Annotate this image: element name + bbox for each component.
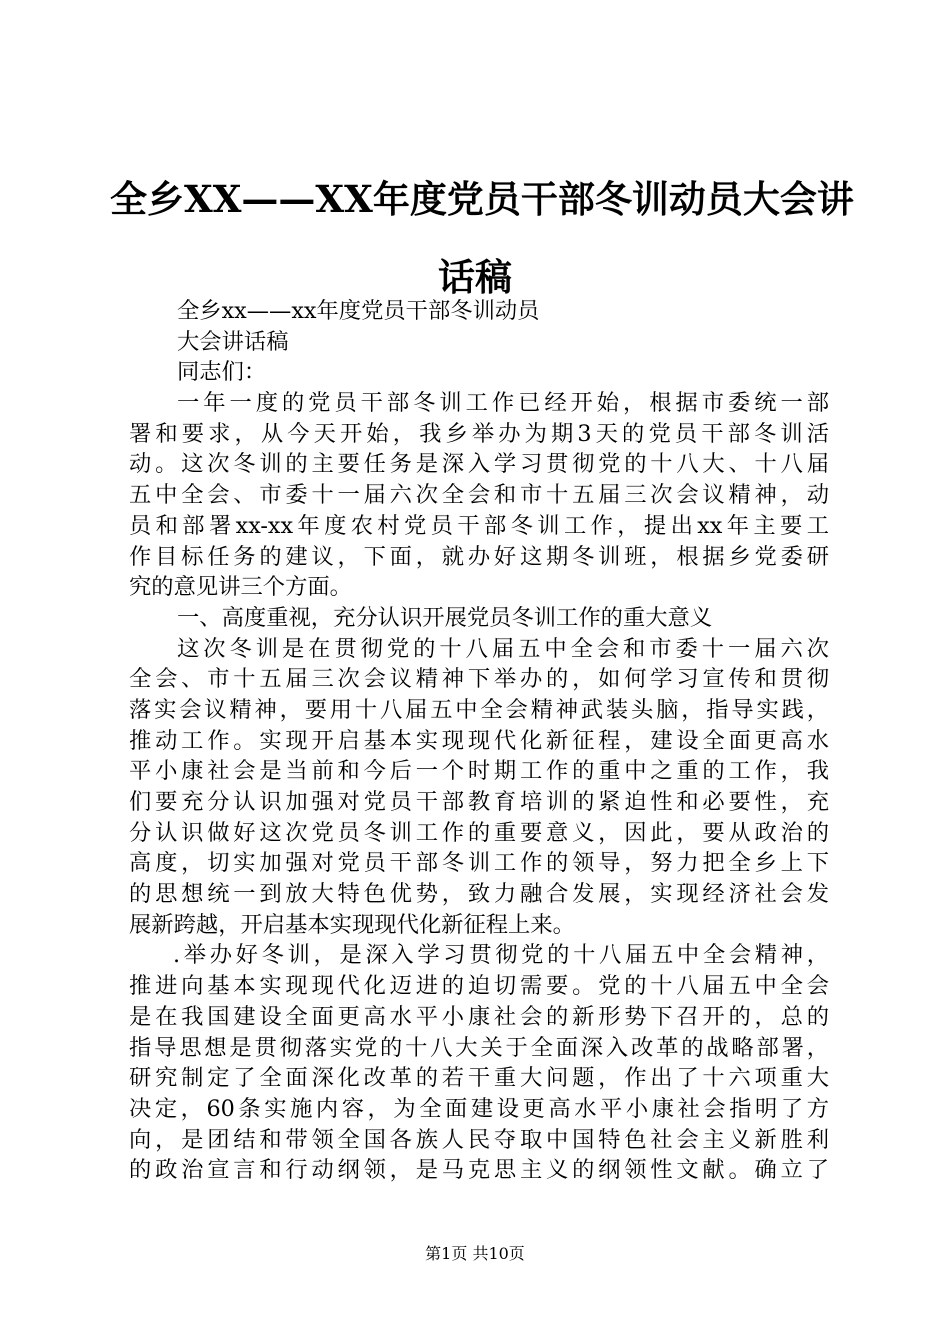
body-line: 展新跨越，开启基本实现现代化新征程上来。 — [129, 911, 575, 938]
body-line: 的政治宣言和行动纲领，是马克思主义的纲领性文献。确立了 — [129, 1157, 829, 1184]
page-footer — [0, 1244, 950, 1264]
body-line: 全乡xx——xx年度党员干部冬训动员 — [177, 298, 540, 324]
body-line: 分认识做好这次党员冬训工作的重要意义，因此，要从政治的 — [129, 819, 829, 846]
body-line: 是在我国建设全面更高水平小康社会的新形势下召开的，总的 — [129, 1003, 829, 1030]
body-line: 大会讲话稿 — [177, 328, 289, 355]
body-line: 的思想统一到放大特色优势，致力融合发展，实现经济社会发 — [129, 881, 829, 908]
body-line: 署和要求，从今天开始，我乡举办为期3天的党员干部冬训活 — [129, 420, 829, 447]
document-title — [110, 160, 854, 316]
body-line: 落实会议精神，要用十八届五中全会精神武装头脑，指导实践， — [129, 696, 829, 723]
body-line: 五中全会、市委十一届六次全会和市十五届三次会议精神，动 — [129, 482, 829, 509]
body-line: 指导思想是贯彻落实党的十八大关于全面深入改革的战略部署， — [129, 1034, 829, 1061]
body-line: 决定，60条实施内容，为全面建设更高水平小康社会指明了方 — [129, 1095, 829, 1122]
document-body — [129, 296, 829, 1186]
body-line: 推动工作。实现开启基本实现现代化新征程，建设全面更高水 — [129, 727, 829, 754]
body-line: 这次冬训是在贯彻党的十八届五中全会和市委十一届六次 — [177, 635, 829, 662]
body-line: 全会、市十五届三次会议精神下举办的，如何学习宣传和贯彻 — [129, 666, 829, 693]
body-line: 员和部署xx-xx年度农村党员干部冬训工作，提出xx年主要工 — [129, 512, 829, 539]
body-line: 动。这次冬训的主要任务是深入学习贯彻党的十八大、十八届 — [129, 451, 829, 478]
body-line: .举办好冬训，是深入学习贯彻党的十八届五中全会精神， — [173, 942, 829, 969]
body-line: 一年一度的党员干部冬训工作已经开始，根据市委统一部 — [177, 390, 829, 417]
body-line: 平小康社会是当前和今后一个时期工作的重中之重的工作，我 — [129, 758, 829, 785]
body-line: 同志们： — [177, 359, 267, 386]
page-number-label: 第1页 共10页 — [425, 1244, 525, 1263]
body-line: 研究制定了全面深化改革的若干重大问题，作出了十六项重大 — [129, 1065, 829, 1092]
body-line: 们要充分认识加强对党员干部教育培训的紧迫性和必要性，充 — [129, 789, 829, 815]
body-line: 究的意见讲三个方面。 — [129, 574, 352, 601]
body-line: 高度，切实加强对党员干部冬训工作的领导，努力把全乡上下 — [129, 850, 829, 877]
body-line: 作目标任务的建议，下面，就办好这期冬训班，根据乡党委研 — [129, 543, 829, 570]
body-line: 向，是团结和带领全国各族人民夺取中国特色社会主义新胜利 — [129, 1126, 829, 1153]
title-line-1: 全乡XX——XX年度党员干部冬训动员大会讲 — [110, 177, 854, 221]
title-line-2: 话稿 — [438, 255, 512, 299]
body-line: 推进向基本实现现代化迈进的迫切需要。党的十八届五中全会 — [129, 973, 829, 1000]
section-heading: 一、高度重视，充分认识开展党员冬训工作的重大意义 — [177, 604, 713, 631]
